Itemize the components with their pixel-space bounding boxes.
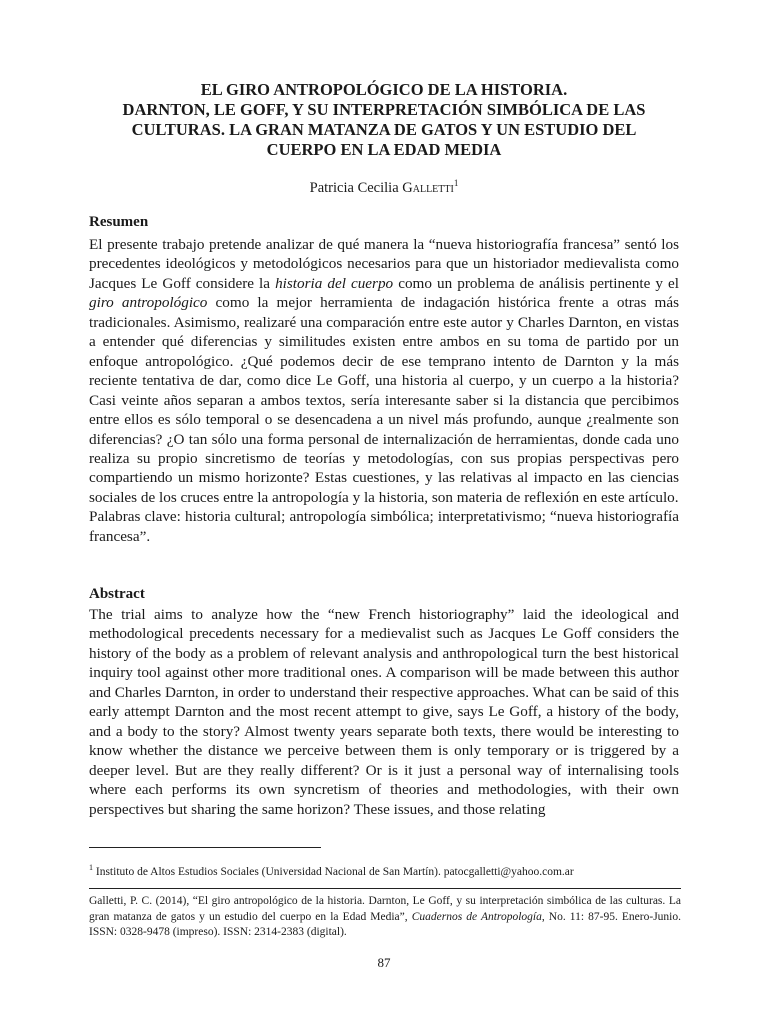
citation-text-1: Galletti, P. C. (2014), “El giro antropológico de la historia. Darnton, Le Goff, y su interpretación simbólica de las culturas. La gran matanza de gatos y un estudio del cuerpo en la Edad Media”, [89, 895, 681, 923]
author-surname: Galletti [402, 179, 454, 196]
citation-journal: Cuadernos de Antropología [411, 910, 542, 923]
resumen-text-3: como la mejor herramienta de indagación histórica frente a otras más tradicionales. Asimismo, realizaré una comparación entre este autor y Charles Darnton, en vistas a entender qué diferencias y similitudes existen entre ambos en su toma de partido por un enfoque antropológico. ¿Qué podemos decir de ese temprano intento de Darnton y la más reciente tentativa de dar, como dice Le Goff, una historia al cuerpo, y un cuerpo a la historia? Casi veinte años separan a ambos textos, sería interesante saber si la distancia que percibimos entre ellos es sólo temporal o se desencadena a un nivel más profundo, aunque ¿realmente son diferencias? ¿O tan sólo una forma personal de internalización de herramientas, donde cada uno realiza su propio sincretismo de teorías y metodologías, con sus propias perspectivas pero compartiendo un mismo horizonte? Estas cuestiones, y las relativas al impacto en las ciencias sociales de los cruces entre la antropología y la historia, son materia de reflexión en este artículo. [89, 294, 680, 506]
resumen-heading: Resumen [89, 214, 149, 230]
page-number: 87 [377, 955, 391, 970]
resumen-text-1: El presente trabajo pretende analizar de qué manera la “nueva historiografía francesa” sentó los precedentes ideológicos y metodológicos necesarios para que un historiador medievalista como Jacques Le Goff considere la [89, 236, 679, 292]
title-line-4: CUERPO EN LA EDAD MEDIA [266, 140, 502, 159]
title-line-1: EL GIRO ANTROPOLÓGICO DE LA HISTORIA. [200, 80, 568, 99]
resumen-keywords: Palabras clave: historia cultural; antropología simbólica; interpretativismo; “nueva historiografía francesa”. [89, 508, 679, 545]
resumen-text-2: como un problema de análisis pertinente y el [393, 274, 679, 292]
resumen-body [89, 235, 679, 546]
footnote-text: Instituto de Altos Estudios Sociales (Universidad Nacional de San Martín). patocgalletti@yahoo.com.ar [93, 865, 574, 878]
resumen-italic-giro-antropologico: giro antropológico [89, 294, 208, 312]
footnote-divider [89, 847, 321, 848]
author-given-name: Patricia Cecilia [309, 179, 399, 196]
abstract-body [89, 605, 679, 819]
resumen-paragraph [89, 235, 679, 507]
footnote-mark: 1 [89, 863, 93, 872]
title-line-2: DARNTON, LE GOFF, Y SU INTERPRETACIÓN SIMBÓLICA DE LAS [122, 100, 646, 119]
author-footnote-mark: 1 [453, 178, 459, 188]
citation-text-2: , No. 11: 87-95. Enero-Junio. ISSN: 0328-9478 (impreso). ISSN: 2314-2383 (digital). [89, 910, 681, 939]
citation-block [89, 894, 681, 941]
abstract-heading: Abstract [89, 586, 145, 602]
citation-divider [89, 888, 681, 889]
author-line [80, 178, 688, 197]
title-line-3: CULTURAS. LA GRAN MATANZA DE GATOS Y UN ESTUDIO DEL [131, 120, 637, 139]
abstract-paragraph: The trial aims to analyze how the “new French historiography” laid the ideological and methodological precedents necessary for a medievalist such as Jacques Le Goff considers the history of the body as a problem of relevant analysis and anthropological turn the best historical inquiry tool against other more traditional ones. A comparison will be made between this author and Charles Darnton, in order to understand their respective approaches. What can be said of this early attempt Darnton and the most recent attempt to give, says Le Goff, a history of the body, and a body to the story? Almost twenty years separate both texts, there would be interesting to know whether the distance we perceive between them is only temporary or is triggered by a deeper level. But are they really different? Or is it just a personal way of internalising tools where each performs its own syncretism of theories and methodologies, with their own perspectives but sharing the same horizon? These issues, and those relating [89, 606, 679, 818]
resumen-italic-historia-del-cuerpo: historia del cuerpo [275, 274, 394, 292]
article-title [80, 80, 688, 160]
footnote [89, 861, 689, 879]
